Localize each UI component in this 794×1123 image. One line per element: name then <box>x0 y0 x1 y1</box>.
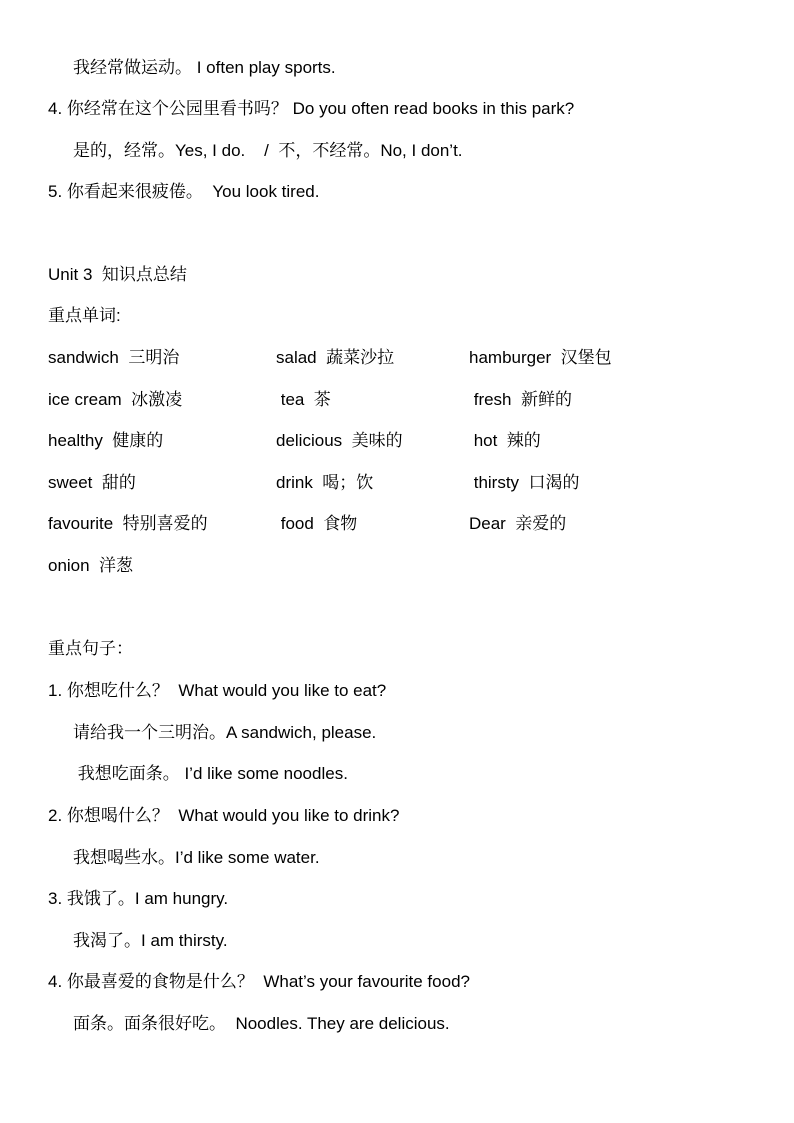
answer-4: 是的，经常。Yes, I do. / 不，不经常。No, I don’t. <box>73 141 463 160</box>
vocab-item: tea 茶 <box>276 390 331 409</box>
vocab-row <box>0 431 794 451</box>
vocab-item: food 食物 <box>276 514 358 533</box>
vocab-heading: 重点单词: <box>48 306 121 325</box>
vocab-item: sweet 甜的 <box>48 473 136 492</box>
sentence-4-answer: 面条。面条很好吃。 Noodles. They are delicious. <box>73 1014 450 1033</box>
vocab-row <box>0 514 794 534</box>
sentence-1-answer-a: 请给我一个三明治。A sandwich, please. <box>73 723 377 742</box>
vocab-item: hot 辣的 <box>469 431 541 450</box>
question-4: 4. 你经常在这个公园里看书吗？ Do you often read books in this park? <box>48 99 575 118</box>
sentence-2-answer: 我想喝些水。I’d like some water. <box>73 848 320 867</box>
vocab-item: favourite 特别喜爱的 <box>48 514 208 533</box>
vocab-item: salad 蔬菜沙拉 <box>276 348 395 367</box>
vocab-item: Dear 亲爱的 <box>469 514 567 533</box>
sentence-5: 5. 你看起来很疲倦。 You look tired. <box>48 182 320 201</box>
vocab-row <box>0 348 794 368</box>
sentence-3: 3. 我饿了。I am hungry. <box>48 889 229 908</box>
sentence-2: 2. 你想喝什么？ What would you like to drink? <box>48 806 400 825</box>
vocab-row <box>0 473 794 493</box>
vocab-item: fresh 新鲜的 <box>469 390 572 409</box>
vocab-row <box>0 556 794 576</box>
vocab-item: sandwich 三明治 <box>48 348 180 367</box>
sentence-1-answer-b: 我想吃面条。 I’d like some noodles. <box>73 764 348 783</box>
sentence-3-answer: 我渴了。I am thirsty. <box>73 931 228 950</box>
vocab-item: ice cream 冰激凌 <box>48 390 183 409</box>
sentence-play-sports: 我经常做运动。 I often play sports. <box>73 58 336 77</box>
vocab-item: healthy 健康的 <box>48 431 164 450</box>
sentence-4: 4. 你最喜爱的食物是什么？ What’s your favourite food? <box>48 972 470 991</box>
vocab-item: delicious 美味的 <box>276 431 403 450</box>
vocab-item: thirsty 口渴的 <box>469 473 580 492</box>
vocab-item: drink 喝；饮 <box>276 473 374 492</box>
sentence-heading: 重点句子： <box>48 639 133 658</box>
vocab-item: onion 洋葱 <box>48 556 134 575</box>
vocab-row <box>0 390 794 410</box>
unit-title: Unit 3 知识点总结 <box>48 265 187 284</box>
sentence-1: 1. 你想吃什么？ What would you like to eat? <box>48 681 387 700</box>
vocab-item: hamburger 汉堡包 <box>469 348 612 367</box>
